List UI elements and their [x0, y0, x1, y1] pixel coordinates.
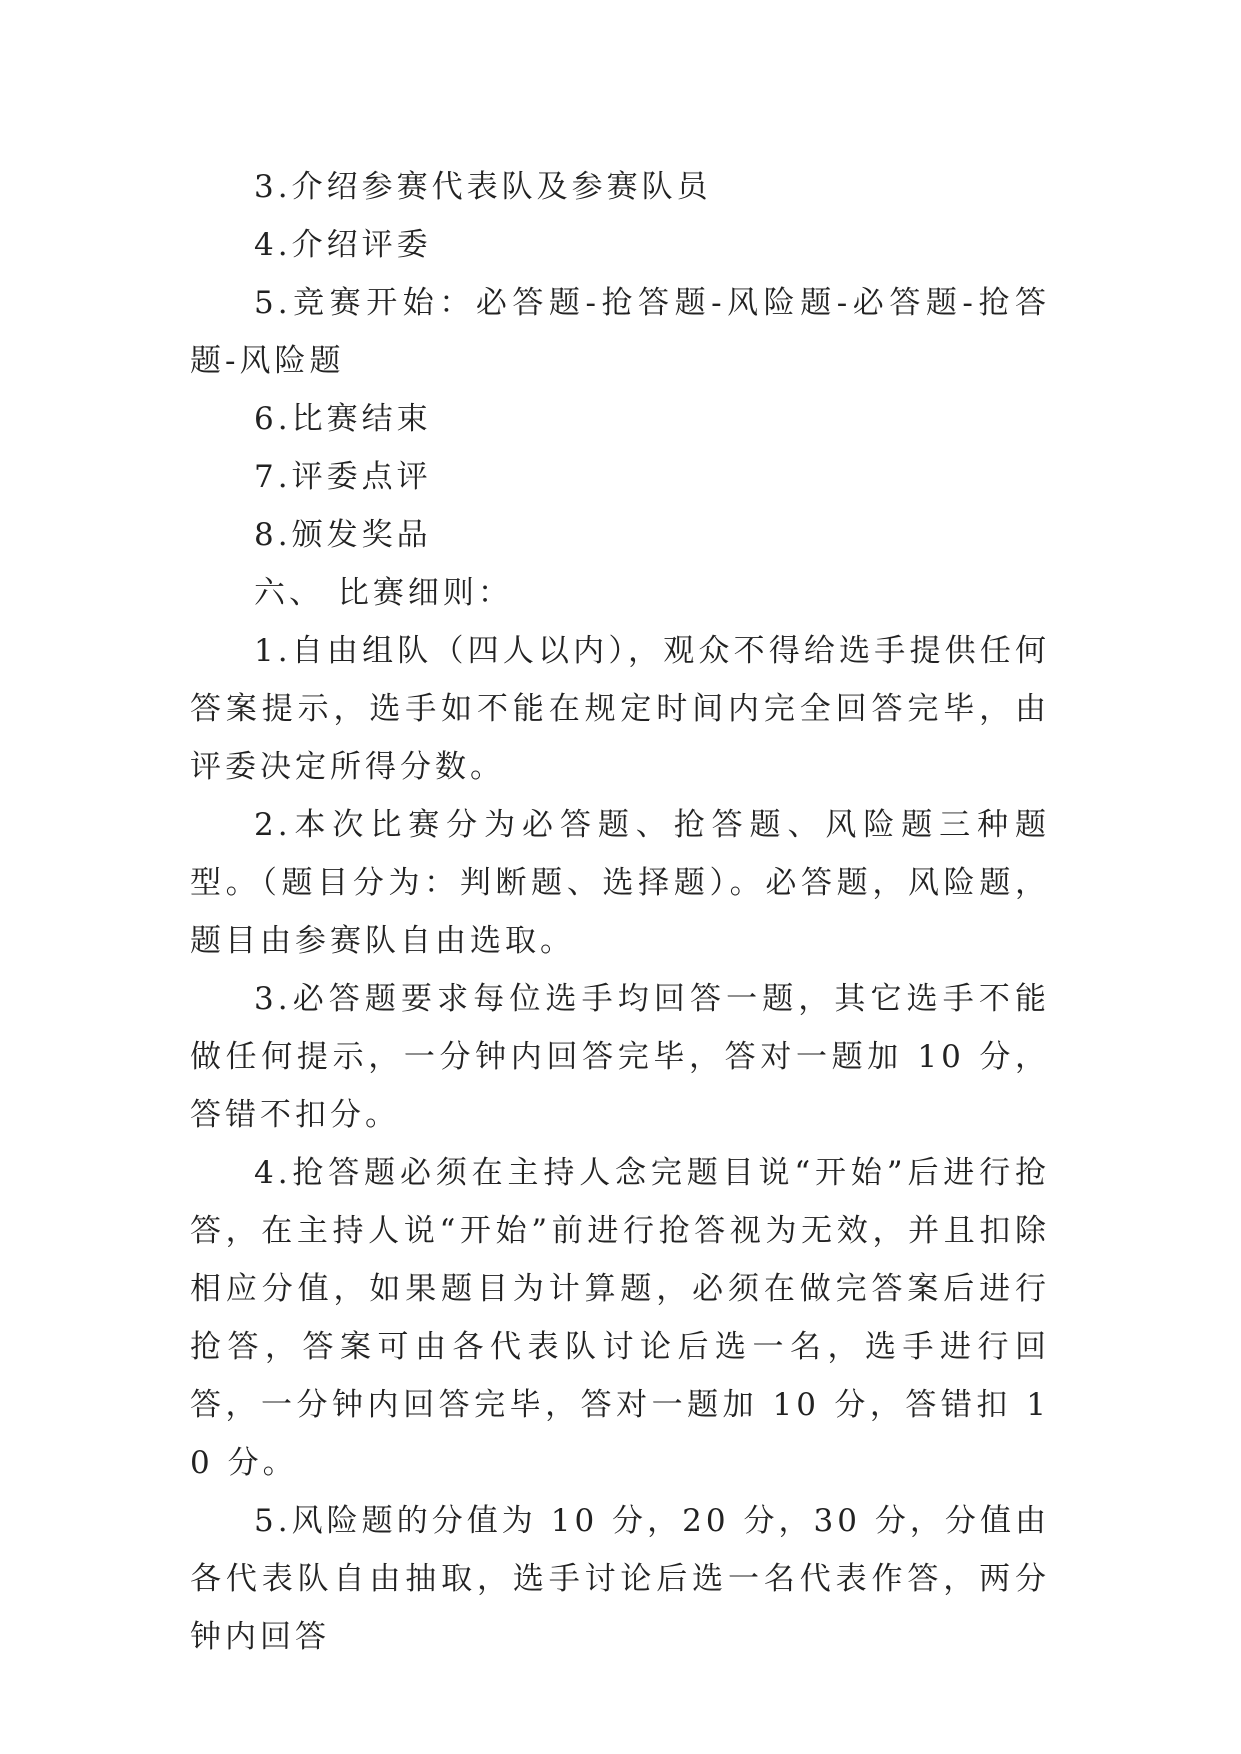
rule-2-question-types: 2.本次比赛分为必答题、抢答题、风险题三种题型。（题目分为：判断题、选择题）。必答题，风险题，题目由参赛队自由选取。: [190, 807, 1050, 959]
rule-3-required-questions: 3.必答题要求每位选手均回答一题，其它选手不能做任何提示，一分钟内回答完毕，答对一题加 10 分，答错不扣分。: [190, 981, 1050, 1133]
document-body: [190, 158, 1050, 1666]
step-3-introduce-teams: 3.介绍参赛代表队及参赛队员: [254, 169, 712, 205]
step-7-judge-comments: 7.评委点评: [254, 459, 432, 495]
section-heading-rules: 六、 比赛细则：: [254, 575, 513, 611]
rule-4-buzzer-questions: 4.抢答题必须在主持人念完题目说“开始”后进行抢答，在主持人说“开始”前进行抢答视为无效，并且扣除相应分值，如果题目为计算题，必须在做完答案后进行抢答，答案可由各代表队讨论后选一名，选手进行回答，一分钟内回答完毕，答对一题加 10 分，答错扣 10 分。: [190, 1155, 1050, 1481]
step-4-introduce-judges: 4.介绍评委: [254, 227, 432, 263]
rule-1-team-formation: 1.自由组队（四人以内），观众不得给选手提供任何答案提示，选手如不能在规定时间内完全回答完毕，由评委决定所得分数。: [190, 633, 1050, 785]
step-5-competition-start: 5.竞赛开始：必答题-抢答题-风险题-必答题-抢答题-风险题: [190, 285, 1050, 379]
rule-5-risk-questions: 5.风险题的分值为 10 分，20 分，30 分，分值由各代表队自由抽取，选手讨论后选一名代表作答，两分钟内回答: [190, 1503, 1050, 1655]
step-8-award-prizes: 8.颁发奖品: [254, 517, 432, 553]
step-6-competition-end: 6.比赛结束: [254, 401, 432, 437]
